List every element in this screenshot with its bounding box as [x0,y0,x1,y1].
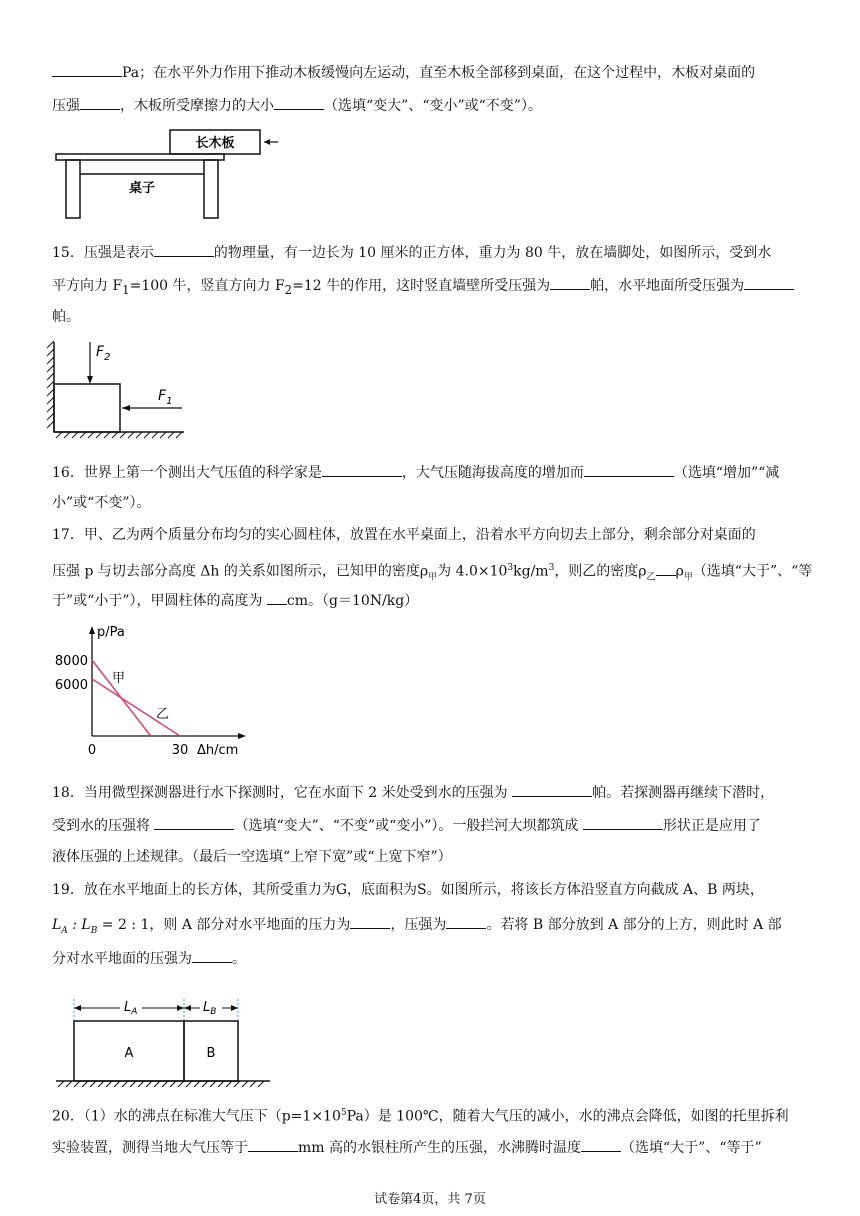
y-axis-arrow-icon [89,626,95,634]
x-tick-label: 0 [87,743,97,756]
q20-line2: 实验装置，测得当地大气压等于 mm 高的水银柱所产生的压强，水沸腾时温度 （选填“大于”、“等于” [52,1137,762,1158]
length-a-label: $L_A$ [124,1000,138,1017]
answer-blank[interactable] [248,1137,298,1152]
table-top [56,154,224,160]
q20-line1: 20．（1）水的沸点在标准大气压下$(p=1\times 10^5Pa)$是 100℃，随着大气压的减小，水的沸点会降低，如图的托里拆利 [52,1108,789,1125]
ratio-formula: $L_A$ : $L_B = 2$ : 1 [52,917,150,936]
answer-blank[interactable] [154,815,234,830]
q18-line3: 液体压强的上述规律。（最后一空选填“上窄下宽”或“上宽下窄”） [52,849,452,865]
length-b-label: $L_B$ [203,1000,217,1017]
q17-line1: 17．甲、乙为两个质量分布均匀的实心圆柱体，放置在水平桌面上，沿着水平方向切去上部分，剩余部分对桌面的 [52,527,756,543]
q14-line1: Pa；在水平外力作用下推动木板缓慢向左运动，直至木板全部移到桌面，在这个过程中，木板对桌面的 [52,62,755,83]
table-leg [204,160,218,218]
cube [54,384,120,432]
q17-line3: 于”或“小于”），甲圆柱体的高度为 cm。（g＝10N/kg） [52,590,418,611]
answer-blank[interactable] [80,95,120,110]
answer-blank[interactable] [550,275,590,290]
answer-blank[interactable] [583,815,663,830]
board-label: 长木板 [195,136,235,151]
q19-line2: $L_A$ : $L_B = 2$ : 1，则 A 部分对水平地面的压力为 ，压强为 。若将 B 部分放到 A 部分的上方，则此时 A 部 [52,914,782,941]
answer-blank[interactable] [350,914,390,929]
arrow-left-icon [122,405,130,411]
arrow-left-icon [184,1005,191,1011]
answer-blank[interactable] [512,782,592,797]
y-tick-label: 8000 [54,654,88,669]
q19-line3: 分对水平地面的压强为 。 [52,948,246,969]
answer-blank[interactable] [52,62,122,77]
q18-line1: 18．当用微型探测器进行水下探测时，它在水面下 2 米处受到水的压强为 帕。若探测器再继续下潜时， [52,782,774,803]
svg-text:F1: $F_1$ [158,388,173,407]
y-axis-label: p/Pa [97,625,125,640]
x-axis-label: Δh/cm [197,743,239,756]
q15-line1: 15．压强是表示 的物理量，有一边长为 10 厘米的正方体，重力为 80 牛，放在墙脚处，如图所示，受到水 [52,242,771,263]
series-label-jia: 甲 [112,671,126,686]
y-tick-label: 6000 [54,678,88,693]
q19-line1: 19．放在水平地面上的长方体，其所受重力为G，底面积为S。如图所示，将该长方体沿竖直方向截成 A、B 两块， [52,882,764,898]
answer-blank[interactable] [584,462,674,477]
answer-blank[interactable] [656,561,676,576]
answer-blank[interactable] [154,242,214,257]
wall-cube-figure [46,338,194,442]
answer-blank[interactable] [274,95,324,110]
table-label: 桌子 [128,181,156,196]
answer-blank[interactable] [192,948,232,963]
series-label-yi: 乙 [156,707,170,722]
answer-blank[interactable] [744,275,794,290]
answer-blank[interactable] [267,590,287,605]
answer-blank[interactable] [581,1137,621,1152]
q16-line2: 小”或“不变”）。 [52,495,151,511]
svg-text:F2: $F_2$ [96,344,111,363]
q16-line1: 16．世界上第一个测出大气压值的科学家是 ，大气压随海拔高度的增加而 （选填“增加”“减 [52,462,779,483]
table-leg [66,160,80,218]
board-table-figure [52,126,282,222]
svg-text:B: B [206,1046,216,1061]
arrow-right-icon [231,1005,238,1011]
arrow-right-icon [177,1005,184,1011]
pressure-chart [52,620,252,756]
q14-line2: 压强 ，木板所受摩擦力的大小 （选填“变大”、“变小”或“不变”）。 [52,95,542,116]
arrow-left-icon [74,1005,81,1011]
answer-blank[interactable] [446,914,486,929]
q15-line3: 帕。 [52,309,80,325]
q15-line2: 平方向力 $F_1=100$ 牛，竖直方向力 $F_2=12$ 牛的作用，这时竖直墙壁所受压强为 帕，水平地面所受压强为 [52,275,794,300]
answer-blank[interactable] [322,462,402,477]
svg-text:A: A [124,1046,134,1061]
x-tick-label: 30 [171,743,189,756]
q17-line2: 压强 p 与切去部分高度 Δh 的关系如图所示，已知甲的密度$\rho_甲$为 $4.0\times 10^3kg/m^3$，则乙的密度$\rho_乙$ $\rho_甲$（选填“大于”、“等 [52,558,812,587]
x-axis-arrow-icon [238,733,246,739]
page-footer: 试卷第4页，共 7页 [374,1192,486,1207]
q18-line2: 受到水的压强将 （选填“变大”、“不变”或“变小”）。一般拦河大坝都筑成 形状正是应用了 [52,815,761,836]
arrow-left-icon [264,139,270,145]
ab-blocks-figure [52,995,276,1091]
arrow-down-icon [87,376,93,384]
